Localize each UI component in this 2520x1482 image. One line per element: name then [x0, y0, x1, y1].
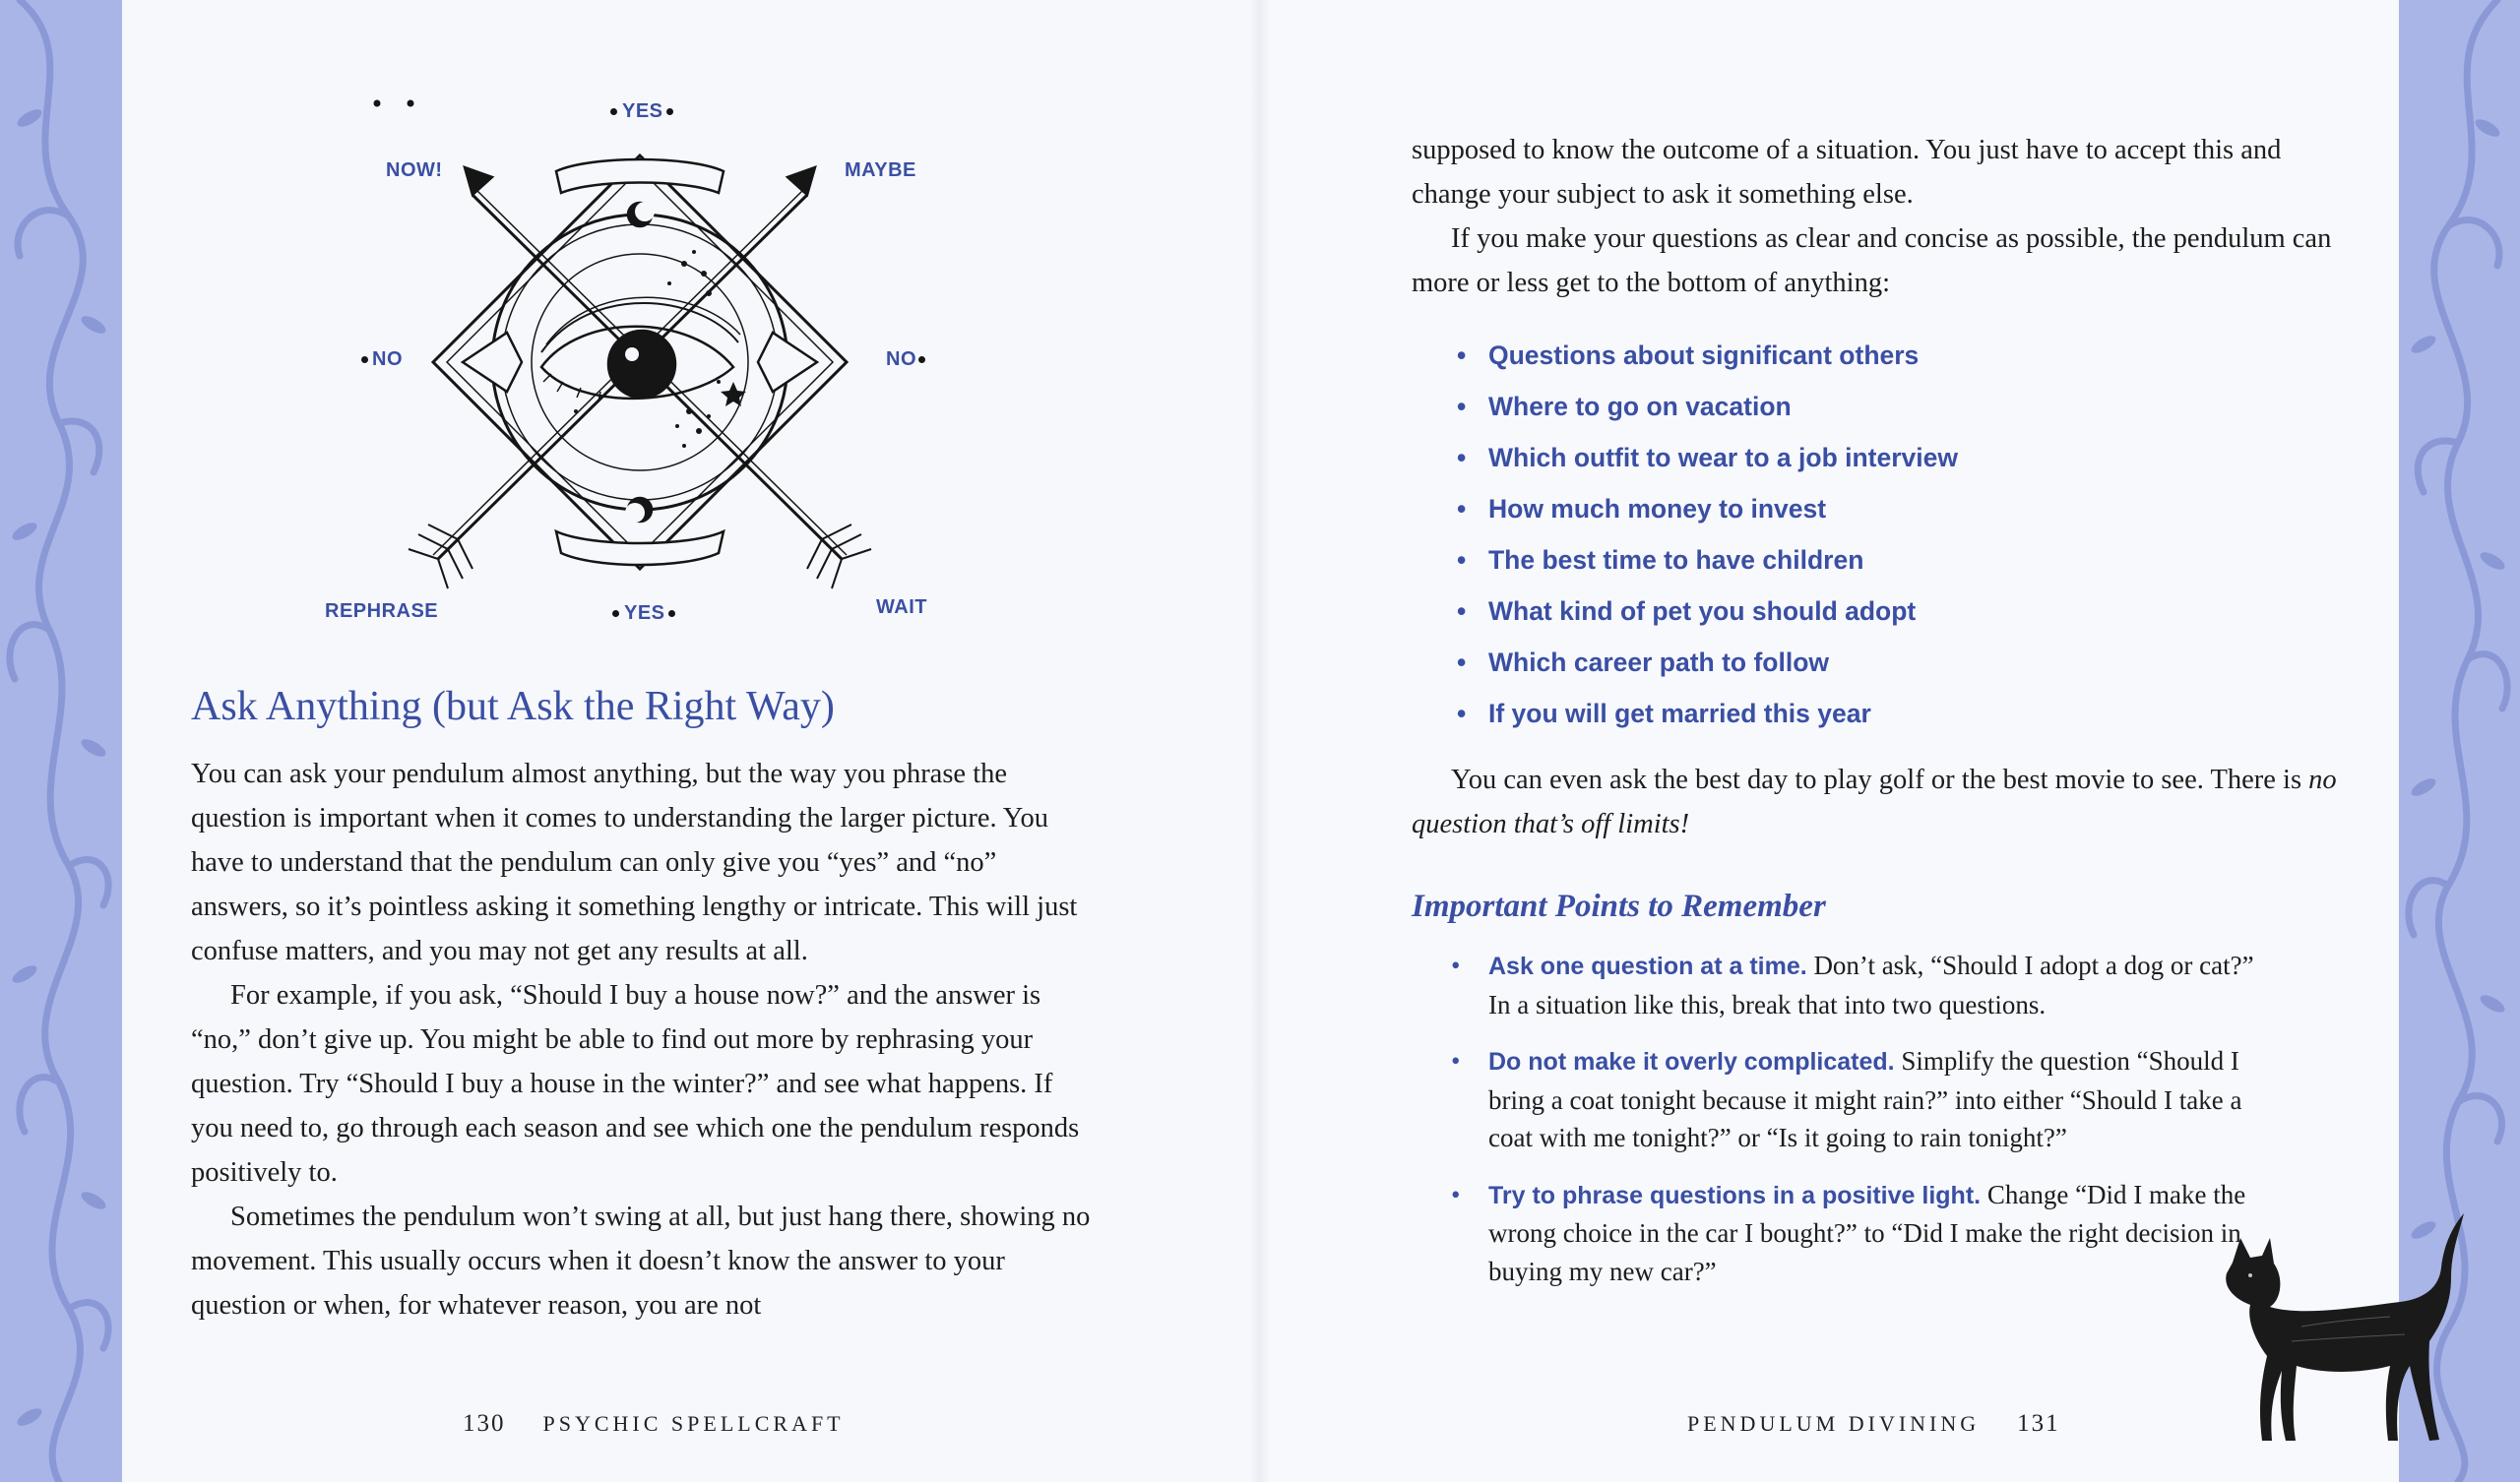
label-now: NOW!: [386, 159, 443, 181]
list-item: • The best time to have children: [1457, 534, 1958, 586]
list-item: • Which career path to follow: [1457, 637, 1958, 688]
list-item: • How much money to invest: [1457, 483, 1958, 534]
list-item: • What kind of pet you should adopt: [1457, 586, 1958, 637]
point-lead: Try to phrase questions in a positive light.: [1488, 1181, 1982, 1209]
running-head-right: PENDULUM DIVINING: [1687, 1411, 1981, 1436]
pendulum-chart: [295, 87, 984, 638]
point-text: Change “Did I make the wrong choice in the car I bought?” to “Did I make the right decision in buying my new car?”: [1488, 1179, 2246, 1286]
label-yes-top: YES: [622, 100, 663, 122]
paragraph: Sometimes the pendulum won’t swing at all, but just hang there, showing no movement. This usually occurs when it doesn’t know the answer to your question or when, for whatever reason, you are not: [191, 1202, 1091, 1321]
point-item: [1451, 947, 2278, 1023]
right-intro-text: [1412, 128, 2337, 305]
right-footer: [1687, 1410, 2060, 1438]
left-body-text: [191, 752, 1097, 1328]
section-heading: Ask Anything (but Ask the Right Way): [191, 684, 835, 729]
paragraph: You can ask your pendulum almost anything, but the way you phrase the question is important when it comes to understanding the larger picture. You have to understand that the pendulum can only give you “yes” and “no” answers, so it’s pointless asking it something lengthy or intricate. This will just confuse matters, and you may not get any results at all.: [191, 759, 1078, 966]
point-text: Simplify the question “Should I bring a coat tonight because it might rain?” into either “Should I take a coat with me tonight?” or “Is it going to rain tonight?”: [1488, 1046, 2242, 1152]
points-list: [1451, 947, 2278, 1309]
paragraph: If you make your questions as clear and concise as possible, the pendulum can more or less get to the bottom of anything:: [1412, 223, 2332, 298]
list-item: • Where to go on vacation: [1457, 381, 1958, 432]
closing-paragraph: [1412, 758, 2337, 846]
page-number-right: 131: [2017, 1410, 2060, 1437]
list-item: • If you will get married this year: [1457, 688, 1958, 739]
black-cat-illustration: [2193, 1208, 2479, 1447]
left-floral-border: [0, 0, 122, 1482]
label-maybe: MAYBE: [845, 159, 916, 181]
label-no-right: NO: [886, 348, 916, 370]
label-wait: WAIT: [876, 596, 927, 618]
point-item: [1451, 1176, 2256, 1291]
point-lead: Do not make it overly complicated.: [1488, 1048, 1895, 1076]
list-item: • Which outfit to wear to a job interview: [1457, 432, 1958, 483]
paragraph: supposed to know the outcome of a situation. You just have to accept this and change your subject to ask it something else.: [1412, 135, 2282, 210]
subheading: Important Points to Remember: [1412, 889, 1826, 924]
point-lead: Ask one question at a time.: [1488, 953, 1807, 980]
list-item: • Questions about significant others: [1457, 330, 1958, 381]
point-text: Don’t ask, “Should I adopt a dog or cat?” In a situation like this, break that into two questions.: [1488, 951, 2254, 1019]
label-rephrase: REPHRASE: [325, 600, 439, 622]
left-footer: [463, 1410, 845, 1438]
book-gutter: [1250, 0, 1270, 1482]
label-no-left: NO: [372, 348, 403, 370]
running-head-left: PSYCHIC SPELLCRAFT: [542, 1411, 845, 1436]
paragraph: For example, if you ask, “Should I buy a house now?” and the answer is “no,” don’t give up. You might be able to find out more by rephrasing your question. Try “Should I buy a house in the winter?” and see what happens. If you need to, go through each season and see which one the pendulum responds positively to.: [191, 980, 1080, 1188]
question-list: [1457, 330, 1958, 739]
closing-text: You can even ask the best day to play golf or the best movie to see. There is: [1451, 765, 2302, 795]
point-item: [1451, 1042, 2278, 1157]
label-yes-bottom: YES: [624, 602, 665, 624]
page-number-left: 130: [463, 1410, 506, 1437]
closing-italic: no question that’s off limits!: [1412, 765, 2337, 839]
